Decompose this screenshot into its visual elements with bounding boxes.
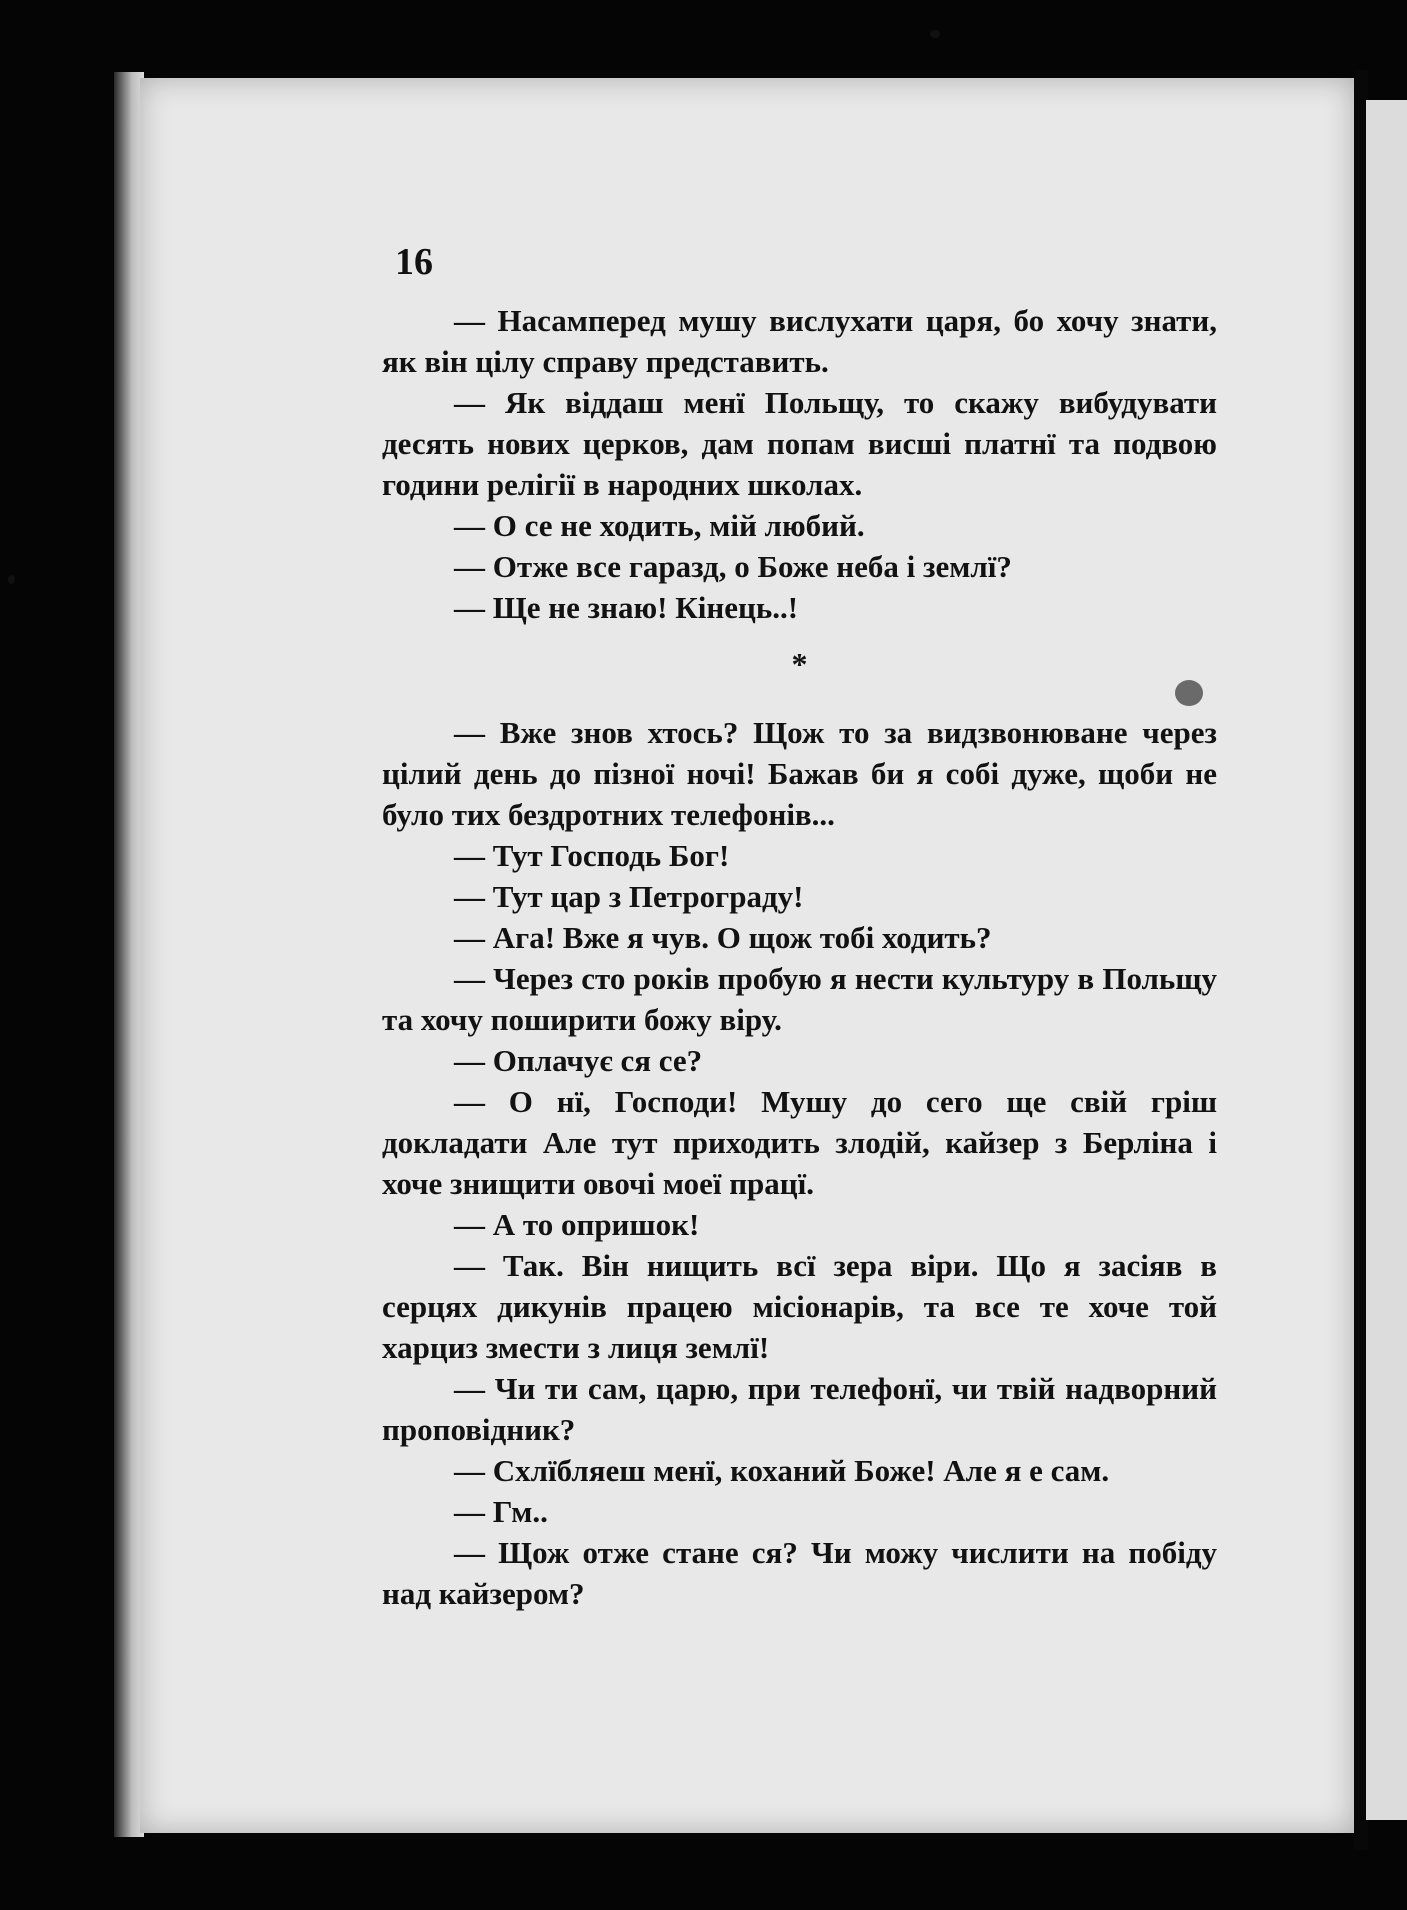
paragraph: — О нї, Господи! Мушу до сего ще свій гріш докладати Але тут приходить злодій, кайзер з Берліна і хоче знищити овочі моеї працї. xyxy=(382,1084,1217,1201)
paragraph: — Щож отже стане ся? Чи можу числити на побіду над кайзером? xyxy=(382,1535,1217,1611)
paragraph: — Схлїбляеш менї, коханий Боже! Але я е сам. xyxy=(454,1453,1110,1488)
next-page-edge xyxy=(1366,100,1407,1820)
paragraph: — А то опришок! xyxy=(454,1207,700,1242)
scan-speck xyxy=(8,575,15,584)
paragraph: — Оплачує ся се? xyxy=(454,1043,703,1078)
scan-speck xyxy=(1175,680,1203,706)
paragraph: — Тут Господь Бог! xyxy=(454,838,730,873)
paragraph: — Ага! Вже я чув. О щож тобі ходить? xyxy=(454,920,992,955)
paragraph: — Тут цар з Петрограду! xyxy=(454,879,804,914)
paragraph: — О се не ходить, мій любий. xyxy=(454,508,865,543)
paragraph: — Як віддаш менї Польщу, то скажу вибудувати десять нових церков, дам попам висші платнї та подвою години релігії в народних школах. xyxy=(382,385,1217,502)
paragraph: — Вже знов хтось? Щож то за видзвонюване через цілий день до пізної ночі! Бажав би я собі дуже, щоби не було тих бездротних телефонів... xyxy=(382,715,1217,832)
paragraph: — Отже все гаразд, о Боже неба і землї? xyxy=(454,549,1012,584)
paragraph: — Гм.. xyxy=(454,1494,548,1529)
page-text xyxy=(382,300,1217,1614)
paragraph: — Чи ти сам, царю, при телефонї, чи твій надворний проповідник? xyxy=(382,1371,1217,1447)
scan-speck xyxy=(930,30,940,38)
paragraph: — Так. Він нищить всї зера віри. Що я засіяв в серцях дикунів працею місіонарів, та все те хоче той харциз змести з лиця землї! xyxy=(382,1248,1217,1365)
paragraph: — Через сто років пробую я нести культуру в Польщу та хочу поширити божу віру. xyxy=(382,961,1217,1037)
section-separator: * xyxy=(791,646,808,682)
page-number: 16 xyxy=(395,241,433,283)
paragraph: — Ще не знаю! Кінець..! xyxy=(454,590,799,625)
paragraph: — Насамперед мушу вислухати царя, бо хочу знати, як він цілу справу представить. xyxy=(382,303,1217,379)
